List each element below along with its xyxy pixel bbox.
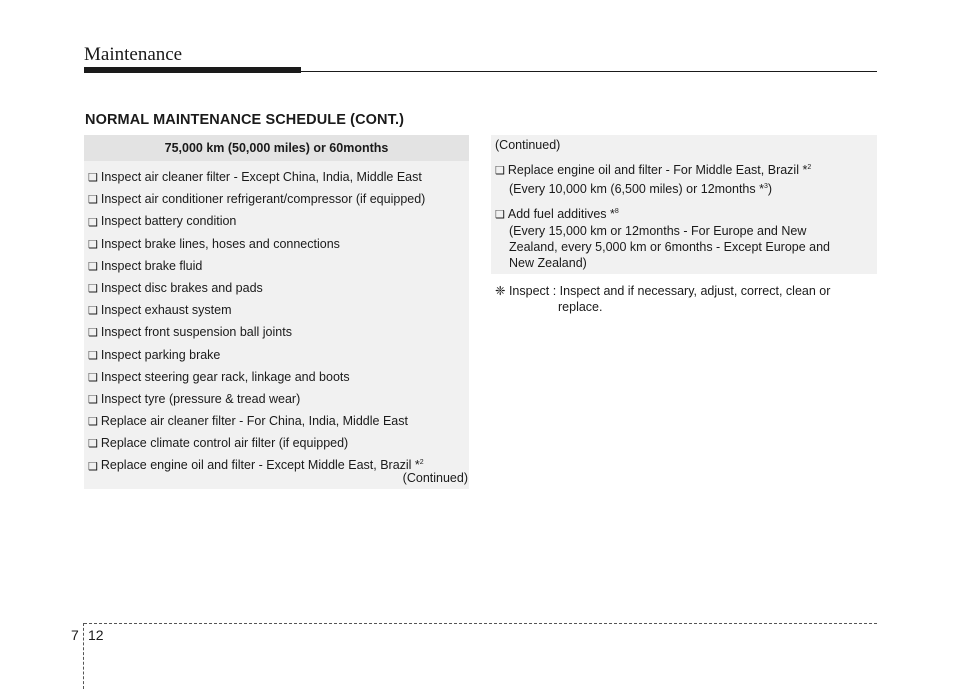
checkbox-icon: ❑ xyxy=(495,165,505,178)
schedule-interval-heading: 75,000 km (50,000 miles) or 60months xyxy=(84,135,469,161)
continued-label: (Continued) xyxy=(402,471,468,485)
list-item xyxy=(84,367,469,389)
list-item: ❑ Replace engine oil and filter - For Middle East, Brazil *$^2$ (Every 10,000 km (6,500 miles) or 12months *$^3$) xyxy=(495,163,812,197)
checkbox-icon: ❑ xyxy=(495,209,505,222)
footnote-ref: 2 xyxy=(419,459,424,467)
page-header-title: Maintenance xyxy=(84,44,183,65)
list-item-detail: Zealand, every 5,000 km or 6months - Except Europe and xyxy=(509,240,831,255)
schedule-panel-left xyxy=(84,135,469,489)
schedule-item-list xyxy=(84,161,469,478)
checkbox-icon: ❑ xyxy=(88,305,98,318)
list-item xyxy=(84,322,469,344)
footer-divider xyxy=(83,623,84,689)
checkbox-icon: ❑ xyxy=(88,416,98,429)
list-item-text: Replace engine oil and filter - Except Middle East, Brazil * xyxy=(100,458,420,473)
list-item xyxy=(84,411,469,433)
footnote-ref: 3 xyxy=(763,183,768,191)
list-item-text: Inspect brake lines, hoses and connections xyxy=(100,236,340,251)
list-item-text: Add fuel additives * xyxy=(507,207,615,222)
list-item-text: Inspect tyre (pressure & tread wear) xyxy=(100,392,301,407)
checkbox-icon: ❑ xyxy=(88,394,98,407)
list-item xyxy=(84,211,469,233)
checkbox-icon: ❑ xyxy=(88,349,98,362)
checkbox-icon: ❑ xyxy=(88,216,98,229)
page-number: 12 xyxy=(88,627,104,643)
list-item-detail: (Every 10,000 km (6,500 miles) or 12months * xyxy=(509,182,764,197)
list-item xyxy=(84,256,469,278)
list-item-text: Inspect front suspension ball joints xyxy=(100,325,292,340)
checkbox-icon: ❑ xyxy=(88,327,98,340)
list-item-text: Inspect disc brakes and pads xyxy=(100,281,263,296)
list-item xyxy=(495,204,830,271)
inspect-definition-note xyxy=(495,283,875,315)
list-item xyxy=(84,433,469,455)
section-title: NORMAL MAINTENANCE SCHEDULE (CONT.) xyxy=(85,112,405,128)
list-item-text: Replace climate control air filter (if equipped) xyxy=(100,436,349,451)
header-rule-thick xyxy=(84,67,301,73)
list-item-text: Inspect parking brake xyxy=(100,347,221,362)
list-item-text: Inspect brake fluid xyxy=(100,258,203,273)
list-item-text: Replace air cleaner filter - For China, India, Middle East xyxy=(100,414,408,429)
list-item xyxy=(84,345,469,367)
continued-label: (Continued) xyxy=(495,138,561,152)
list-item xyxy=(84,389,469,411)
list-item-text: Inspect exhaust system xyxy=(100,303,232,318)
list-item-text: Inspect battery condition xyxy=(100,214,237,229)
list-item xyxy=(84,234,469,256)
list-item xyxy=(84,300,469,322)
footer-rule xyxy=(84,623,877,624)
checkbox-icon: ❑ xyxy=(88,371,98,384)
list-item xyxy=(84,278,469,300)
checkbox-icon: ❑ xyxy=(88,238,98,251)
list-item-text: Replace engine oil and filter - For Middle East, Brazil * xyxy=(507,163,808,178)
list-item xyxy=(84,167,469,189)
list-item-text: Inspect air conditioner refrigerant/compressor (if equipped) xyxy=(100,192,426,207)
note-line: ❈ Inspect : Inspect and if necessary, adjust, correct, clean or xyxy=(495,284,831,298)
checkbox-icon: ❑ xyxy=(88,283,98,296)
list-item-text: Inspect air cleaner filter - Except China, India, Middle East xyxy=(100,170,422,185)
checkbox-icon: ❑ xyxy=(88,260,98,273)
note-line: replace. xyxy=(558,300,603,314)
list-item-detail: (Every 15,000 km or 12months - For Europe and New xyxy=(509,224,807,239)
checkbox-icon: ❑ xyxy=(88,172,98,185)
checkbox-icon: ❑ xyxy=(88,194,98,207)
footnote-ref: 8 xyxy=(614,208,619,215)
schedule-panel-right xyxy=(491,135,877,274)
checkbox-icon: ❑ xyxy=(88,460,98,473)
header-rule-thin xyxy=(301,71,877,72)
list-item xyxy=(84,189,469,211)
list-item-text: Inspect steering gear rack, linkage and boots xyxy=(100,369,350,384)
footnote-ref: 2 xyxy=(807,164,812,171)
checkbox-icon: ❑ xyxy=(88,438,98,451)
chapter-number: 7 xyxy=(71,627,79,643)
list-item-detail: New Zealand) xyxy=(509,256,587,271)
